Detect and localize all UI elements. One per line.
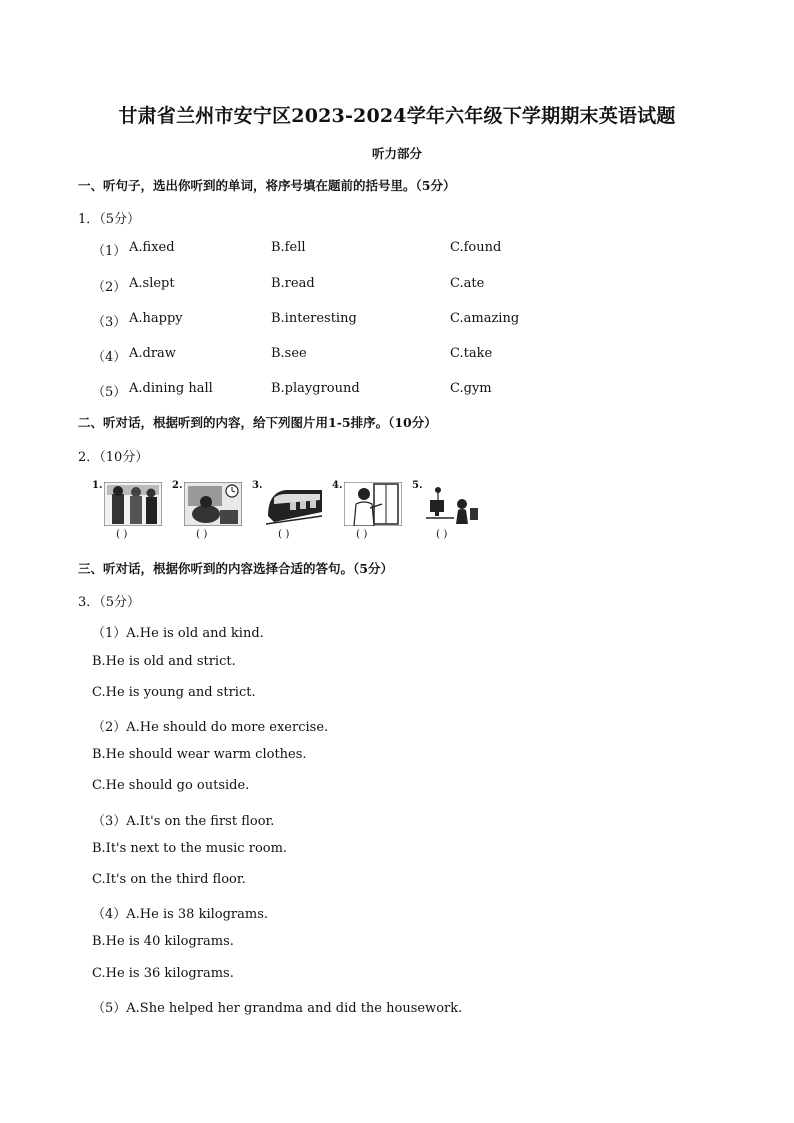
option-a: A.dining hall xyxy=(129,381,213,396)
answer-paren: ( ) xyxy=(356,528,368,540)
answer-line: C.He is young and strict. xyxy=(92,685,256,700)
answer-line: （2）A.He should do more exercise. xyxy=(92,720,329,735)
picture-number: 5. xyxy=(412,480,423,491)
answer-paren: ( ) xyxy=(436,528,448,540)
question1-label: 1．（5分） xyxy=(78,212,141,227)
picture-number: 4. xyxy=(332,480,343,491)
option-c: C.ate xyxy=(450,276,485,291)
option-c: C.gym xyxy=(450,381,492,396)
computer-desk-scene-icon xyxy=(424,482,482,526)
picture-number: 3. xyxy=(252,480,263,491)
option-c: C.amazing xyxy=(450,311,520,326)
answer-line: B.He is 40 kilograms. xyxy=(92,934,234,949)
section-subtitle: 听力部分 xyxy=(371,146,422,161)
answer-line: B.He is old and strict. xyxy=(92,654,236,669)
option-a: A.draw xyxy=(129,346,176,361)
option-a: A.fixed xyxy=(129,240,175,255)
picture-4 xyxy=(332,478,402,544)
question2-label: 2．（10分） xyxy=(78,450,149,465)
option-b: B.playground xyxy=(271,381,360,396)
answer-line: （1）A.He is old and kind. xyxy=(92,626,264,641)
picture-1 xyxy=(92,478,162,544)
option-c: C.found xyxy=(450,240,502,255)
answer-line: （3）A.It's on the first floor. xyxy=(92,814,275,829)
answer-line: C.It's on the third floor. xyxy=(92,872,246,887)
question3-label: 3．（5分） xyxy=(78,595,141,610)
section2-heading: 二、听对话，根据听到的内容，给下列图片用1-5排序。（10分） xyxy=(78,415,437,430)
picture-3 xyxy=(252,478,322,544)
picture-number: 1. xyxy=(92,480,103,491)
option-a: A.happy xyxy=(129,311,183,326)
option-b: B.fell xyxy=(271,240,306,255)
page-title: 甘肃省兰州市安宁区2023-2024学年六年级下学期期末英语试题 xyxy=(118,105,676,127)
option-a: A.slept xyxy=(129,276,175,291)
answer-line: C.He is 36 kilograms. xyxy=(92,966,234,981)
picture-2 xyxy=(172,478,242,544)
desk-clock-scene-icon xyxy=(184,482,242,526)
answer-line: B.He should wear warm clothes. xyxy=(92,747,307,762)
person-window-scene-icon xyxy=(344,482,402,526)
answer-paren: ( ) xyxy=(196,528,208,540)
option-c: C.take xyxy=(450,346,493,361)
row-number: （2） xyxy=(92,280,127,295)
row-number: （3） xyxy=(92,315,127,330)
option-b: B.read xyxy=(271,276,315,291)
shopping-scene-icon xyxy=(104,482,162,526)
train-icon xyxy=(264,482,324,526)
option-b: B.see xyxy=(271,346,307,361)
section3-heading: 三、听对话，根据你听到的内容选择合适的答句。（5分） xyxy=(78,561,393,576)
answer-paren: ( ) xyxy=(116,528,128,540)
picture-number: 2. xyxy=(172,480,183,491)
section1-heading: 一、听句子，选出你听到的单词，将序号填在题前的括号里。（5分） xyxy=(78,178,456,193)
answer-line: B.It's next to the music room. xyxy=(92,841,288,856)
answer-line: C.He should go outside. xyxy=(92,778,250,793)
option-b: B.interesting xyxy=(271,311,357,326)
row-number: （5） xyxy=(92,385,127,400)
picture-strip xyxy=(92,478,492,548)
row-number: （4） xyxy=(92,350,127,365)
row-number: （1） xyxy=(92,244,127,259)
picture-5 xyxy=(412,478,482,544)
answer-line: （5）A.She helped her grandma and did the housework. xyxy=(92,1001,463,1016)
answer-paren: ( ) xyxy=(278,528,290,540)
answer-line: （4）A.He is 38 kilograms. xyxy=(92,907,269,922)
